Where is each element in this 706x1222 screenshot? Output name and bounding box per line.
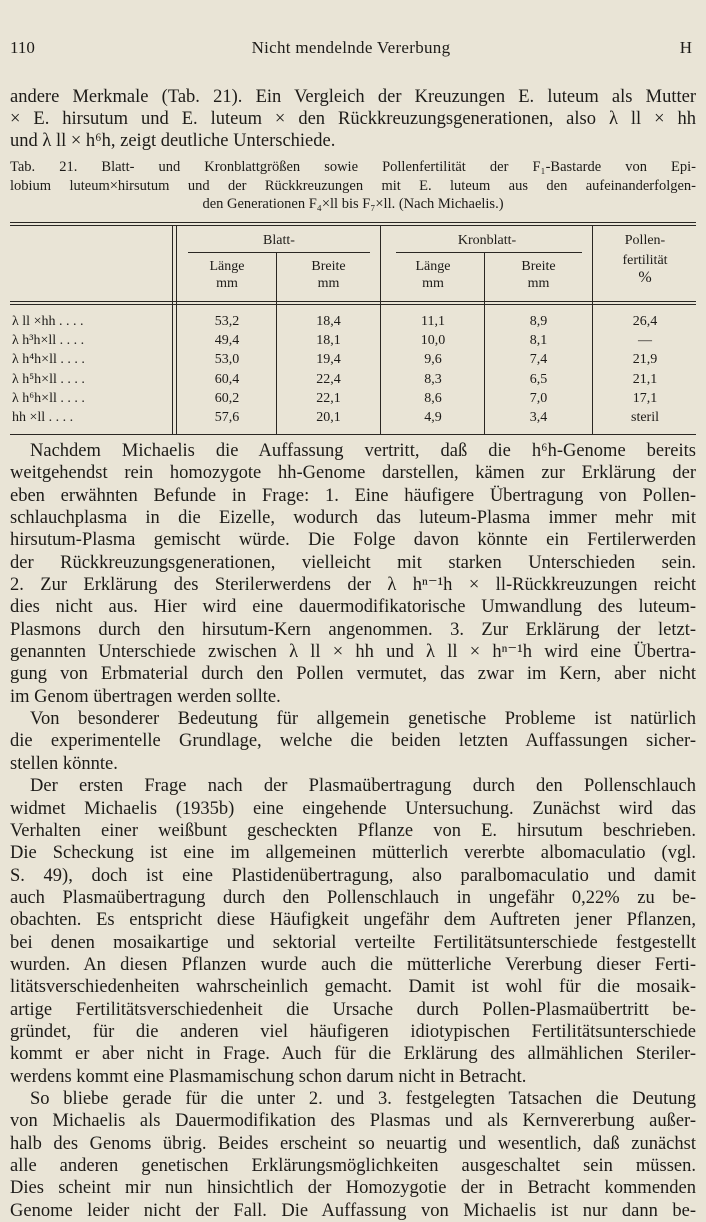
table-cell: 8,6 [424, 390, 442, 406]
body-line: die experimentelle Grundlage, welche die beiden letzten Auffassungen sicher- [10, 731, 696, 752]
body-line: widmet Michaelis (1935b) eine eingehende Untersuchung. Zunächst wird das [10, 798, 696, 819]
table-cell: 57,6 [214, 410, 240, 425]
column-divider [592, 225, 593, 434]
sub-header-unit: mm [422, 276, 444, 291]
caption-line: lobium luteum×hirsutum und der Rückkreuzungen mit E. luteum aus den aufeinanderfolgen- [10, 177, 696, 194]
body-line: im Genom übertragen werden sollte. [10, 686, 281, 707]
table-cell: 7,4 [529, 352, 548, 368]
table-cell: 53,0 [214, 352, 240, 368]
intro-line: × E. hirsutum und E. luteum × den Rückkreuzungsgenerationen, also λ ll × hh [10, 109, 696, 129]
body-line: gründet, für die anderen viel häufigeren idiotypischen Fertilitätsunterschiede [10, 1021, 696, 1042]
body-line: weitgehendst rein homozygote hh-Genome darstellen, kämen zur Erklärung der [10, 463, 696, 484]
table-cell: 8,1 [529, 333, 548, 349]
table-cell: 3,4 [529, 410, 548, 425]
column-divider [380, 225, 381, 434]
body-line: eben erwähnten Befunde in Frage: 1. Eine häufigere Übertragung von Pollen- [10, 485, 696, 506]
body-line: stellen könnte. [10, 753, 118, 774]
body-line: schlauchplasma in die Eizelle, wodurch das luteum-Plasma immer mehr mit [10, 508, 696, 529]
table-cell: 21,9 [632, 352, 658, 368]
body-line: alle anderen genetischen Erklärungsmöglichkeiten ausgeschaltet sein müssen. [10, 1156, 696, 1176]
running-title: Nicht mendelnde Vererbung [251, 38, 451, 57]
body-line: litätsverschiedenheiten wahrscheinlich gemacht. Damit ist wohl für die mosaik- [10, 977, 696, 998]
row-label: λ h⁴h×ll . . . . [12, 352, 85, 368]
column-divider [176, 225, 177, 434]
sub-header-label: Länge [209, 259, 245, 274]
body-line: Die Scheckung ist eine im allgemeinen mütterlich vererbte albomaculatio (vgl. [10, 843, 696, 864]
intro-line: und λ ll × h⁶h, zeigt deutliche Unterschiede. [10, 131, 336, 151]
sub-header-unit: mm [317, 276, 340, 291]
body-line: Der ersten Frage nach der Plasmaübertragung durch den Pollenschlauch [30, 776, 696, 797]
body-line: halb des Genoms übrig. Beides erscheint so neuartig und wesentlich, daß zunächst [10, 1133, 696, 1154]
page-header [10, 38, 692, 64]
caption-line: den Generationen F₄×ll bis F₇×ll. (Nach Michaelis.) [202, 196, 504, 212]
header-petal: Kronblatt- [457, 233, 517, 248]
row-label: hh ×ll . . . . [12, 410, 74, 425]
table-cell: 10,0 [420, 333, 446, 349]
header-leaf: Blatt- [263, 233, 295, 248]
row-label: λ ll ×hh . . . . [12, 314, 84, 329]
sub-header-pollen [594, 252, 696, 287]
body-line: S. 49), doch ist eine Plastidenübertragung, also paralbomaculatio und damit [10, 865, 696, 886]
body-line: wurden. An diesen Pflanzen wurde auch die mütterliche Vererbung dieser Ferti- [10, 954, 696, 975]
table-cell: 49,4 [214, 333, 240, 349]
sub-header-label: fertilität [622, 253, 668, 268]
row-label: λ h³h×ll . . . . [12, 333, 85, 349]
table-cell: 53,2 [214, 314, 240, 329]
intro-paragraph [10, 86, 696, 152]
table-cell: 22,4 [316, 371, 341, 387]
sub-header-unit: % [638, 269, 652, 286]
sub-header [277, 258, 380, 292]
body-line: Dies scheint mir nun hinsichtlich der Homozygotie der in Betracht kommenden [10, 1178, 696, 1199]
body-line: Verhalten einer weißbunt gescheckten Pflanze von E. hirsutum beschrieben. [10, 820, 696, 841]
table-header-rule [10, 304, 696, 305]
body-line: von Michaelis als Dauermodifikation des Plasmas und als Kernvererbung außer- [10, 1111, 696, 1132]
body-line: bei denen mosaikartige und sektorial verteilte Fertilitätsunterschiede festgestellt [10, 932, 696, 953]
table-cell: 17,1 [632, 390, 658, 406]
body-line: Genome leider nicht der Fall. Die Auffassung von Michaelis ist nur dann be- [10, 1200, 696, 1221]
body-line: hirsutum-Plasma gemischt würde. Die Folge davon könnte ein Fertilerwerden [10, 530, 696, 551]
body-line: So bliebe gerade für die unter 2. und 3. festgelegten Tatsachen die Deutung [30, 1088, 696, 1109]
table-cell: steril [631, 410, 659, 425]
body-line: Nachdem Michaelis die Auffassung vertritt, daß die h⁶h-Genome bereits [30, 441, 696, 461]
row-label: λ h⁶h×ll . . . . [12, 390, 85, 406]
sub-header [178, 258, 276, 292]
table-caption [10, 158, 696, 214]
body-text [10, 440, 696, 1222]
sub-header-label: Breite [311, 259, 346, 274]
table-top-rule [10, 222, 696, 223]
table-bottom-rule [10, 434, 696, 435]
body-line: obachten. Es entspricht diese Häufigkeit ungefähr dem Auftreten jener Pflanzen, [10, 910, 696, 931]
body-line: auch Plasmaübertragung durch den Pollenschlauch in ungefähr 0,22% zu be- [10, 887, 696, 908]
table-cell: 20,1 [316, 410, 341, 425]
table-cell: 7,0 [529, 390, 548, 406]
sub-header [485, 258, 592, 292]
intro-line: andere Merkmale (Tab. 21). Ein Vergleich der Kreuzungen E. luteum als Mutter [10, 87, 696, 107]
table-cell: 26,4 [632, 314, 658, 329]
sub-header-label: Breite [521, 259, 556, 274]
table-top-rule [10, 225, 696, 226]
body-line: der Rückkreuzungsgenerationen, vielleicht mit starken Unterschieden sein. [10, 552, 696, 573]
table-cell: 18,1 [316, 333, 341, 349]
column-divider [172, 225, 173, 434]
section-letter: H [679, 38, 692, 57]
table-cell: 60,4 [214, 371, 240, 387]
data-table [10, 222, 696, 436]
table-cell: 22,1 [316, 390, 341, 406]
sub-header-unit: mm [216, 276, 238, 291]
table-header-rule [10, 301, 696, 302]
table-cell: — [638, 333, 652, 349]
sub-header [382, 258, 484, 292]
table-cell: 8,3 [424, 371, 442, 387]
table-cell: 9,6 [424, 352, 442, 368]
caption-line: Tab. 21. Blatt- und Kronblattgrößen sowie Pollenfertilität der F₁-Bastarde von Epi- [10, 159, 696, 175]
body-line: 2. Zur Erklärung des Sterilerwerdens der λ hⁿ⁻¹h × ll-Rückkreuzungen reicht [10, 575, 696, 596]
row-label: λ h⁵h×ll . . . . [12, 371, 85, 387]
body-line: dies nicht aus. Hier wird eine dauermodifikatorische Umwandlung des luteum- [10, 597, 696, 618]
table-cell: 18,4 [316, 314, 341, 329]
body-line: werdens kommt eine Plasmamischung schon darum nicht in Betracht. [10, 1066, 527, 1087]
page-number: 110 [10, 38, 35, 57]
table-cell: 6,5 [529, 371, 548, 387]
header-pollen: Pollen- [624, 233, 666, 248]
body-line: genannten Unterschiede zwischen λ ll × hh und λ ll × hⁿ⁻¹h wird eine Übertra- [10, 642, 696, 663]
body-line: artige Fertilitätsverschiedenheit die Ursache durch Pollen-Plasmaübertritt be- [10, 999, 696, 1020]
table-cell: 19,4 [316, 352, 341, 368]
sub-header-unit: mm [527, 276, 550, 291]
table-cell: 11,1 [421, 314, 445, 329]
table-cell: 60,2 [214, 390, 240, 406]
body-line: Von besonderer Bedeutung für allgemein genetische Probleme ist natürlich [30, 709, 696, 730]
table-cell: 21,1 [632, 371, 658, 387]
sub-header-label: Länge [415, 259, 451, 274]
body-line: Plasmons durch den hirsutum-Kern angenommen. 3. Zur Erklärung der letzt- [10, 619, 696, 640]
table-cell: 4,9 [424, 410, 442, 425]
group-rule [188, 252, 370, 253]
group-rule [396, 252, 582, 253]
body-line: gung von Erbmaterial durch den Pollen vermutet, das zwar im Kern, aber nicht [10, 664, 696, 685]
table-cell: 8,9 [529, 314, 548, 329]
body-line: kommt er aber nicht in Frage. Auch für die Erklärung des allmählichen Steriler- [10, 1044, 696, 1065]
